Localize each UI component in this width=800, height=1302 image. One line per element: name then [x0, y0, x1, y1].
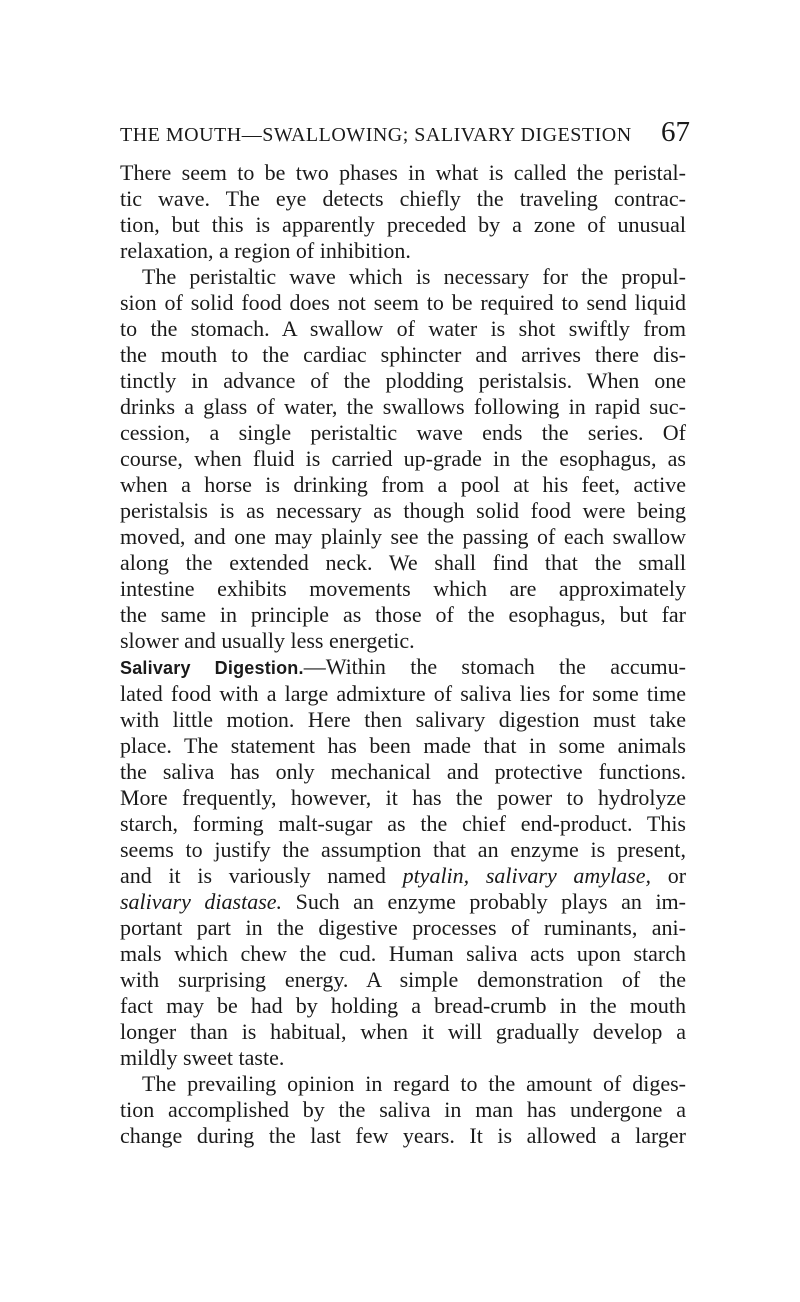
- text-line: the saliva has only mechanical and protective functions.: [120, 759, 686, 784]
- text-line: along the extended neck. We shall find that the small: [120, 550, 686, 575]
- text-line: There seem to be two phases in what is called the peristal-: [120, 160, 686, 185]
- text-line: The prevailing opinion in regard to the amount of diges-: [142, 1071, 686, 1096]
- text-line: tion, but this is apparently preceded by a zone of unusual: [120, 212, 686, 237]
- text-run: or: [651, 863, 687, 888]
- running-title: THE MOUTH—SWALLOWING; SALIVARY DIGESTION: [120, 124, 632, 146]
- text-line: slower and usually less energetic.: [120, 628, 415, 653]
- text-line: relaxation, a region of inhibition.: [120, 238, 411, 263]
- text-line: More frequently, however, it has the power to hydrolyze: [120, 785, 686, 810]
- text-run: and it is variously named: [120, 863, 403, 888]
- italic-term-salivary-diastase: salivary diastase.: [120, 889, 283, 914]
- text-line: seems to justify the assumption that an enzyme is present,: [120, 837, 686, 862]
- paragraph-peristaltic-phases: [120, 160, 686, 264]
- text-line: tic wave. The eye detects chiefly the traveling contrac-: [120, 186, 686, 211]
- text-line: drinks a glass of water, the swallows following in rapid suc-: [120, 394, 686, 419]
- text-line: [120, 889, 686, 915]
- text-line: sion of solid food does not seem to be required to send liquid: [120, 290, 686, 315]
- running-head: [120, 116, 690, 149]
- text-line: the same in principle as those of the esophagus, but far: [120, 602, 686, 627]
- text-line: tion accomplished by the saliva in man has undergone a: [120, 1097, 686, 1122]
- text-line: intestine exhibits movements which are approximately: [120, 576, 686, 601]
- text-run: Such an enzyme probably plays an im-: [282, 889, 686, 914]
- text-line: place. The statement has been made that in some animals: [120, 733, 686, 758]
- paragraph-prevailing-opinion: [120, 1071, 686, 1149]
- text-line: [120, 863, 686, 889]
- body-text: [120, 160, 686, 1149]
- text-line: moved, and one may plainly see the passing of each swallow: [120, 524, 686, 549]
- page-number: 67: [661, 116, 690, 148]
- text-line: portant part in the digestive processes of ruminants, ani-: [120, 915, 686, 940]
- text-line: with little motion. Here then salivary digestion must take: [120, 707, 686, 732]
- section-side-head: Salivary Digestion.: [120, 658, 304, 678]
- text-line: course, when fluid is carried up-grade in the esophagus, as: [120, 446, 686, 471]
- text-line: to the stomach. A swallow of water is shot swiftly from: [120, 316, 686, 341]
- text-line: tinctly in advance of the plodding peristalsis. When one: [120, 368, 686, 393]
- text-line: the mouth to the cardiac sphincter and arrives there dis-: [120, 342, 686, 367]
- text-line: mildly sweet taste.: [120, 1045, 285, 1070]
- text-line: when a horse is drinking from a pool at his feet, active: [120, 472, 686, 497]
- text-line: longer than is habitual, when it will gradually develop a: [120, 1019, 686, 1044]
- text-line: fact may be had by holding a bread-crumb in the mouth: [120, 993, 686, 1018]
- paragraph-liquid-swallowing: [120, 264, 686, 654]
- text-line: The peristaltic wave which is necessary for the propul-: [142, 264, 686, 289]
- text-run: [469, 863, 486, 888]
- text-line: peristalsis is as necessary as though solid food were being: [120, 498, 686, 523]
- text-line: with surprising energy. A simple demonstration of the: [120, 967, 686, 992]
- paragraph-salivary-digestion: [120, 654, 686, 1071]
- italic-term-salivary-amylase: salivary amylase,: [485, 863, 652, 888]
- text-line: starch, forming malt-sugar as the chief end-product. This: [120, 811, 686, 836]
- text-line: cession, a single peristaltic wave ends the series. Of: [120, 420, 686, 445]
- text-line: mals which chew the cud. Human saliva acts upon starch: [120, 941, 686, 966]
- text-line: change during the last few years. It is allowed a larger: [120, 1123, 686, 1148]
- text-line: lated food with a large admixture of saliva lies for some time: [120, 681, 686, 706]
- italic-term-ptyalin: ptyalin,: [402, 863, 470, 888]
- text-line: [120, 654, 686, 681]
- text-run: —Within the stomach the accumu-: [303, 654, 686, 679]
